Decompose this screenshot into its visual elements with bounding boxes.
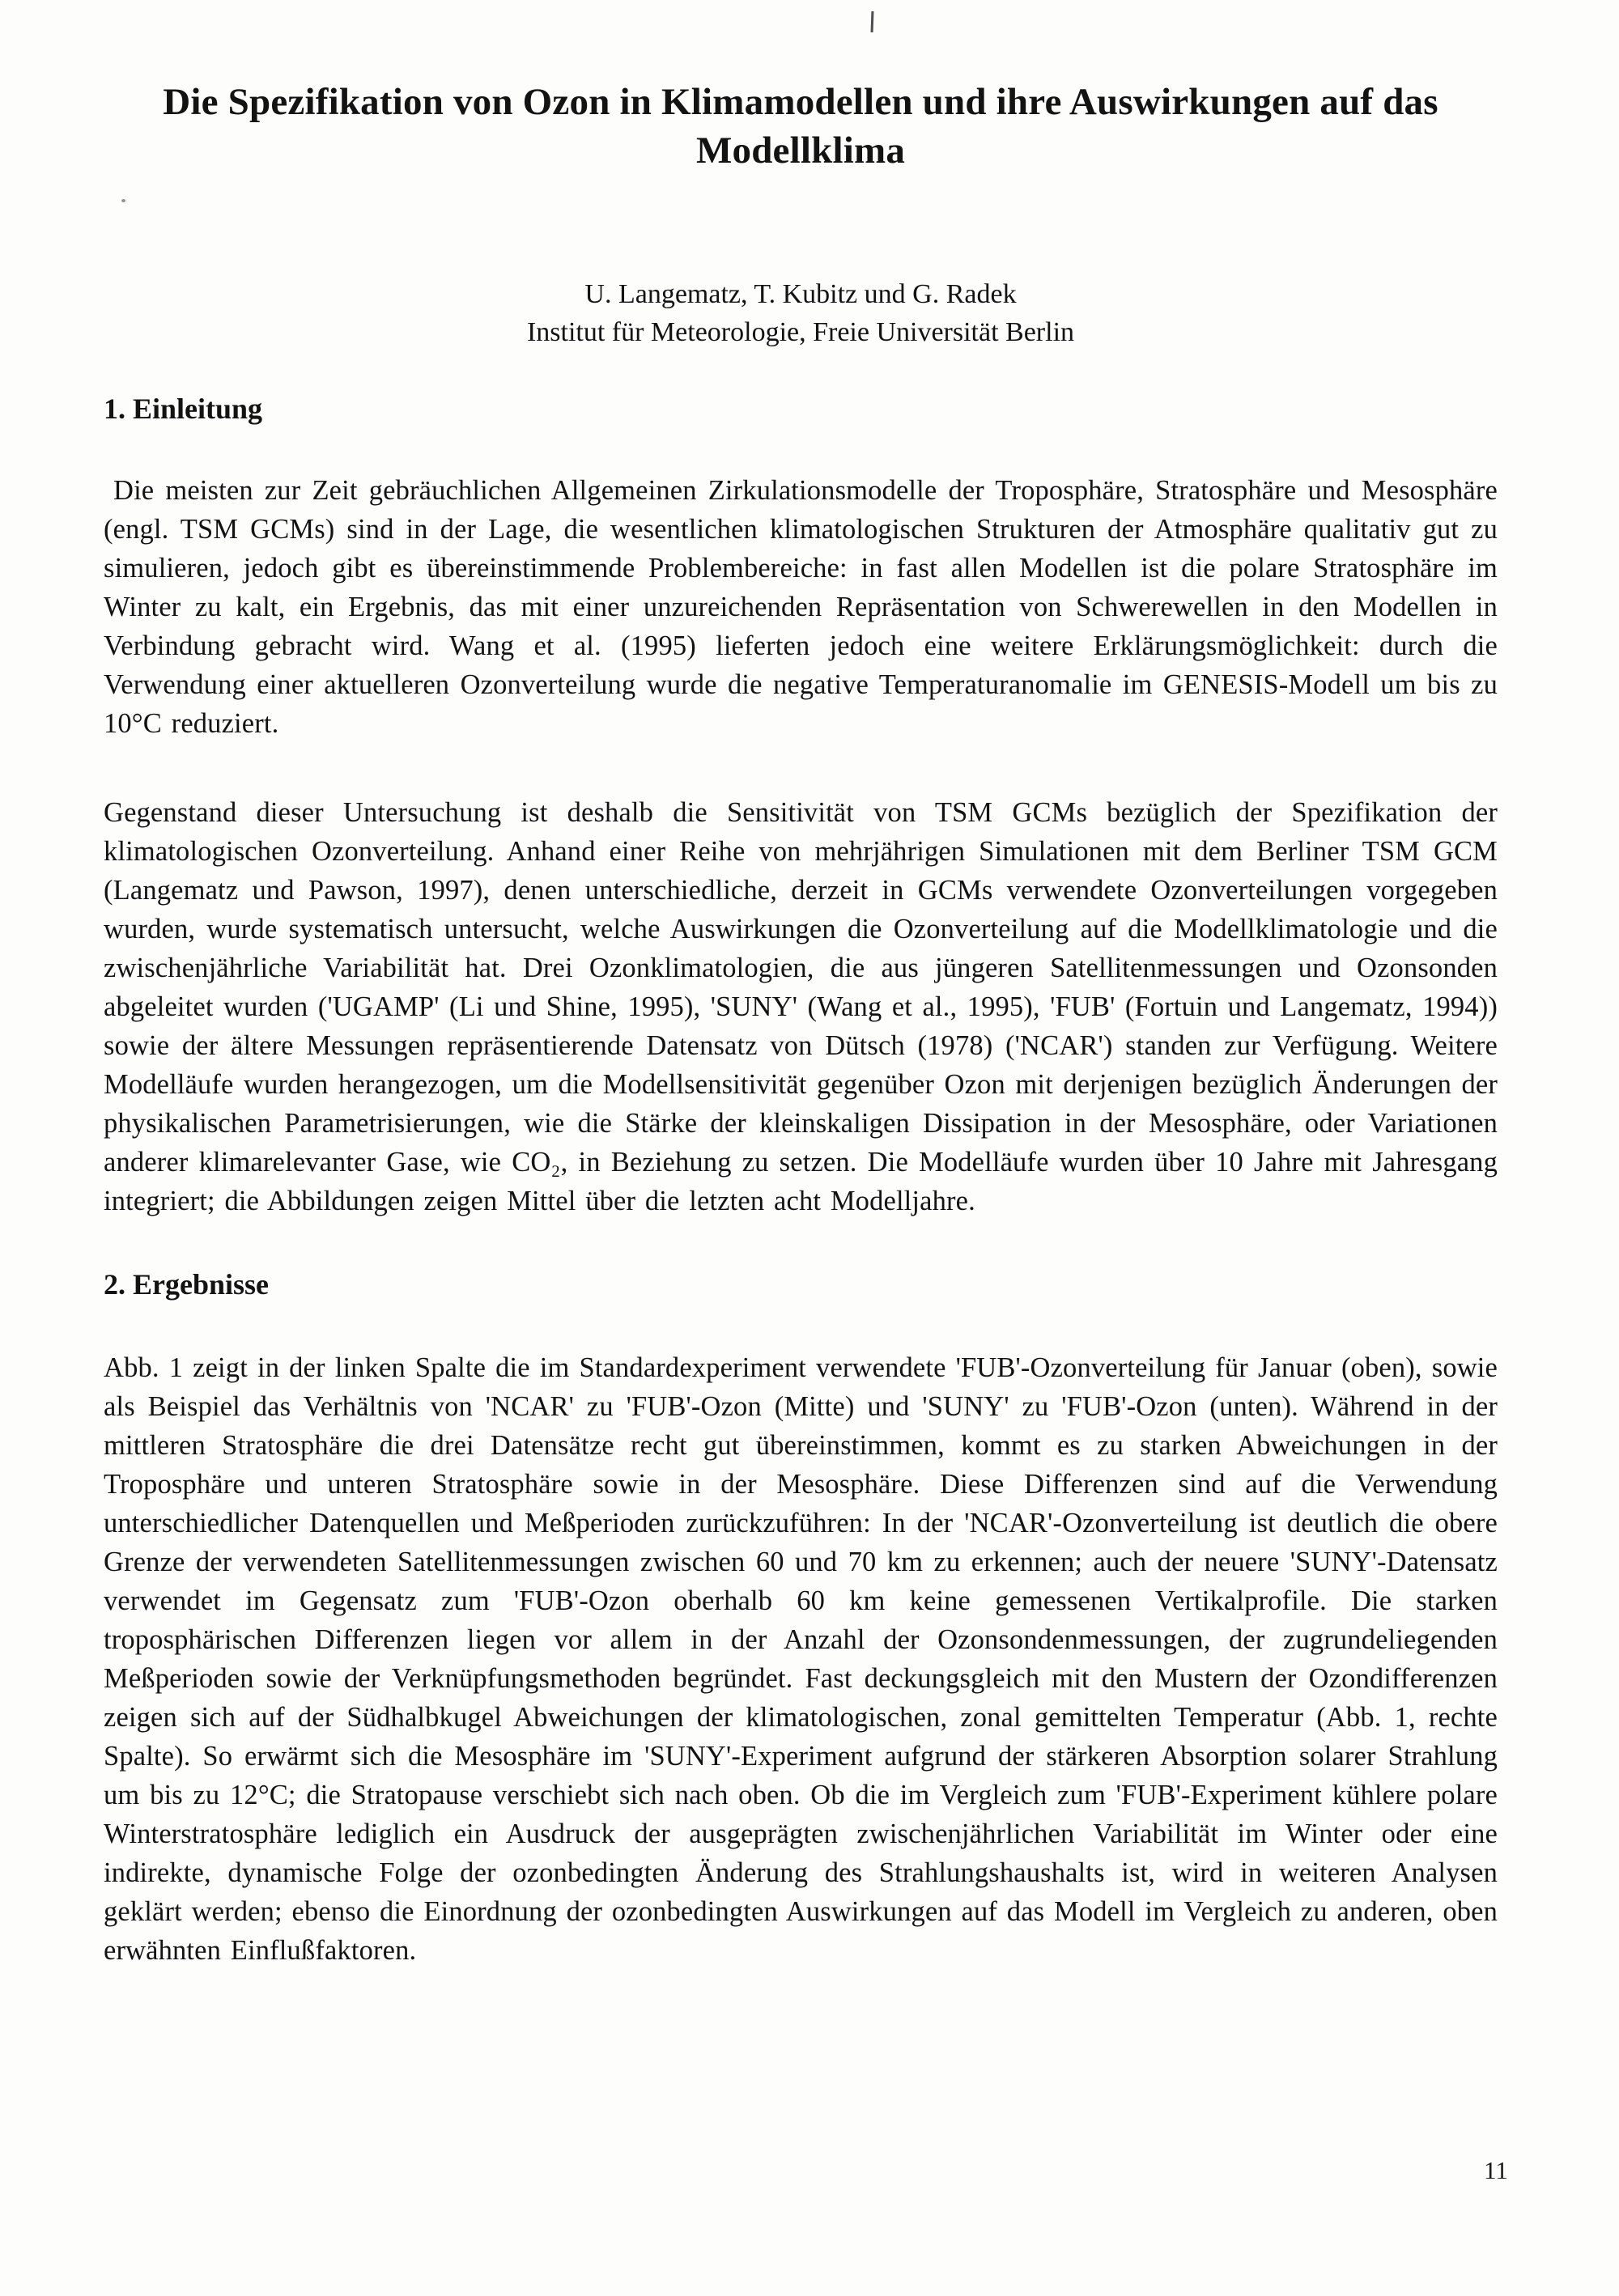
scan-artifact-tick	[871, 11, 874, 32]
paper-affiliation: Institut für Meteorologie, Freie Universität Berlin	[526, 317, 1075, 347]
paragraph-einleitung-1: Die meisten zur Zeit gebräuchlichen Allgemeinen Zirkulationsmodelle der Troposphäre, Stratosphäre und Mesosphäre (engl. TSM GCMs) sind in der Lage, die wesentlichen klimatologischen Strukturen der Atmosphäre qualitativ gut zu simulieren, jedoch gibt es übereinstimmende Problembereiche: in fast allen Modellen ist die polare Stratosphäre im Winter zu kalt, ein Ergebnis, das mit einer unzureichenden Repräsentation von Schwerewellen in den Modellen in Verbindung gebracht wird. Wang et al. (1995) lieferten jedoch eine weitere Erklärungsmöglichkeit: durch die Verwendung einer aktuelleren Ozonverteilung wurde die negative Temperaturanomalie im GENESIS-Modell um bis zu 10°C reduziert.	[104, 475, 1498, 739]
page-number: 11	[1484, 2156, 1508, 2184]
paper-authors: U. Langematz, T. Kubitz und G. Radek	[584, 279, 1017, 309]
text-block	[0, 78, 1619, 1970]
byline	[104, 275, 1498, 351]
section-heading-einleitung: 1. Einleitung	[104, 393, 263, 425]
scan-artifact-dot	[121, 199, 125, 202]
section-heading-ergebnisse: 2. Ergebnisse	[104, 1268, 270, 1301]
paragraph-ergebnisse-1: Abb. 1 zeigt in der linken Spalte die im Standardexperiment verwendete 'FUB'-Ozonverteilung für Januar (oben), sowie als Beispiel das Verhältnis von 'NCAR' zu 'FUB'-Ozon (Mitte) und 'SUNY' zu 'FUB'-Ozon (unten). Während in der mittleren Stratosphäre die drei Datensätze recht gut übereinstimmen, kommt es zu starken Abweichungen in der Troposphäre und unteren Stratosphäre sowie in der Mesosphäre. Diese Differenzen sind auf die Verwendung unterschiedlicher Datenquellen und Meßperioden zurückzuführen: In der 'NCAR'-Ozonverteilung ist deutlich die obere Grenze der verwendeten Satellitenmessungen zwischen 60 und 70 km zu erkennen; auch der neuere 'SUNY'-Datensatz verwendet im Gegensatz zum 'FUB'-Ozon oberhalb 60 km keine gemessenen Vertikalprofile. Die starken troposphärischen Differenzen liegen vor allem in der Anzahl der Ozonsondenmessungen, der zugrundeliegenden Meßperioden sowie der Verknüpfungsmethoden begründet. Fast deckungsgleich mit den Mustern der Ozondifferenzen zeigen sich auf der Südhalbkugel Abweichungen der klimatologischen, zonal gemittelten Temperatur (Abb. 1, rechte Spalte). So erwärmt sich die Mesosphäre im 'SUNY'-Experiment aufgrund der stärkeren Absorption solarer Strahlung um bis zu 12°C; die Stratopause verschiebt sich nach oben. Ob die im Vergleich zum 'FUB'-Experiment kühlere polare Winterstratosphäre lediglich ein Ausdruck der ausgeprägten zwischenjährlichen Variabilität im Winter oder eine indirekte, dynamische Folge der ozonbedingten Änderung des Strahlungshaushalts ist, wird in weiteren Analysen geklärt werden; ebenso die Einordnung der ozonbedingten Auswirkungen auf das Modell im Vergleich zu anderen, oben erwähnten Einflußfaktoren.	[104, 1352, 1498, 1966]
paper-title: Die Spezifikation von Ozon in Klimamodellen und ihre Auswirkungen auf das Modellklima	[163, 81, 1438, 172]
paragraph-einleitung-2: Gegenstand dieser Untersuchung ist deshalb die Sensitivität von TSM GCMs bezüglich der Spezifikation der klimatologischen Ozonverteilung. Anhand einer Reihe von mehrjährigen Simulationen mit dem Berliner TSM GCM (Langematz und Pawson, 1997), denen unterschiedliche, derzeit in GCMs verwendete Ozonverteilungen vorgegeben wurden, wurde systematisch untersucht, welche Auswirkungen die Ozonverteilung auf die Modellklimatologie und die zwischenjährliche Variabilität hat. Drei Ozonklimatologien, die aus jüngeren Satellitenmessungen und Ozonsonden abgeleitet wurden ('UGAMP' (Li und Shine, 1995), 'SUNY' (Wang et al., 1995), 'FUB' (Fortuin und Langematz, 1994)) sowie der ältere Messungen repräsentierende Datensatz von Dütsch (1978) ('NCAR') standen zur Verfügung. Weitere Modelläufe wurden herangezogen, um die Modellsensitivität gegenüber Ozon mit derjenigen bezüglich Änderungen der physikalischen Parametrisierungen, wie die Stärke der kleinskaligen Dissipation in der Mesosphäre, oder Variationen anderer klimarelevanter Gase, wie CO₂, in Beziehung zu setzen. Die Modelläufe wurden über 10 Jahre mit Jahresgang integriert; die Abbildungen zeigen Mittel über die letzten acht Modelljahre.	[104, 797, 1498, 1216]
